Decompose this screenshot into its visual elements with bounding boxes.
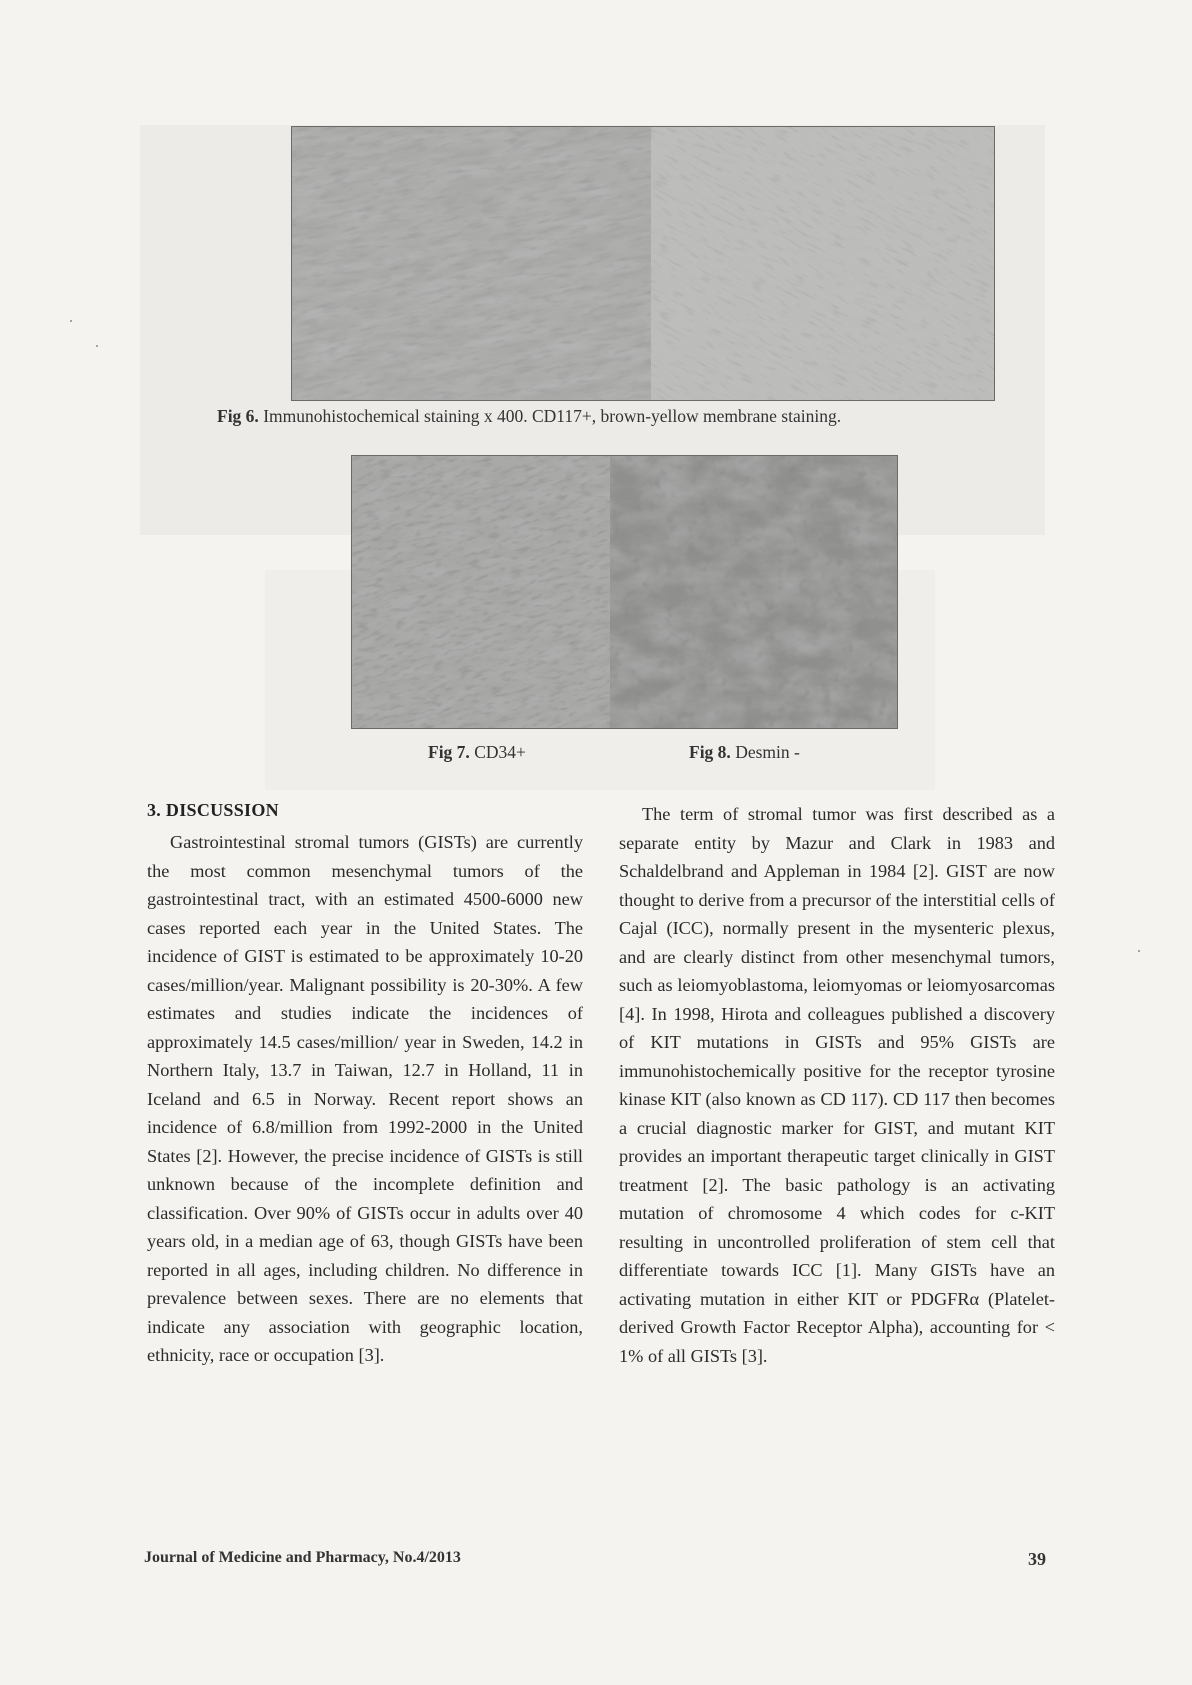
figure-8-caption-text: Desmin - [730, 742, 800, 762]
scan-speck [1138, 950, 1140, 952]
figure-6-label: Fig 6. [217, 406, 259, 426]
figure-8-caption [689, 742, 800, 763]
journal-footer: Journal of Medicine and Pharmacy, No.4/2013 [144, 1549, 461, 1566]
figure-7-caption [428, 742, 526, 763]
page-number: 39 [1028, 1549, 1046, 1569]
figure-6-caption [217, 406, 841, 427]
micrograph-right [651, 127, 994, 400]
micrograph-left [292, 127, 651, 400]
paragraph: Gastrointestinal stromal tumors (GISTs) are currently the most common mesenchymal tumors of the gastrointestinal tract, with an estimated 4500-6000 new cases reported each year in the United States. The incidence of GIST is estimated to be approximately 10-20 cases/million/year. Malignant possibility is 20-30%. A few estimates and studies indicate the incidences of approximately 14.5 cases/million/ year in Sweden, 14.2 in Northern Italy, 13.7 in Taiwan, 12.7 in Holland, 11 in Iceland and 6.5 in Norway. Recent report shows an incidence of 6.8/million from 1992-2000 in the United States [2]. However, the precise incidence of GISTs is still unknown because of the incomplete definition and classification. Over 90% of GISTs occur in adults over 40 years old, in a median age of 63, though GISTs have been reported in all ages, including children. No difference in prevalence between sexes. There are no elements that indicate any association with geographic location, ethnicity, race or occupation [3]. [147, 832, 583, 1365]
paragraph: The term of stromal tumor was first described as a separate entity by Mazur and Clark in 1983 and Schaldelbrand and Appleman in 1984 [2]. GIST are now thought to derive from a precursor of the interstitial cells of Cajal (ICC), normally present in the mysenteric plexus, and are clearly distinct from other mesenchymal tumors, such as leiomyoblastoma, leiomyomas or leiomyosarcomas [4]. In 1998, Hirota and colleagues published a discovery of KIT mutations in GISTs and 95% GISTs are immunohistochemically positive for the receptor tyrosine kinase KIT (also known as CD 117). CD 117 then becomes a crucial diagnostic marker for GIST, and mutant KIT provides an important therapeutic target clinically in GIST treatment [2]. The basic pathology is an activating mutation of chromosome 4 which codes for c-KIT resulting in uncontrolled proliferation of stem cell that differentiate towards ICC [1]. Many GISTs have an activating mutation in either KIT or PDGFRα (Platelet-derived Growth Factor Receptor Alpha), accounting for < 1% of all GISTs [3]. [619, 804, 1055, 1366]
micrograph-fig8 [610, 456, 897, 728]
section-heading: 3. DISCUSSION [147, 800, 279, 820]
body-column-left [147, 828, 583, 1370]
figure-7-label: Fig 7. [428, 742, 470, 762]
figure-8-label: Fig 8. [689, 742, 731, 762]
scan-speck [96, 345, 98, 347]
figure-7-8-image [351, 455, 898, 729]
figure-6-caption-text: Immunohistochemical staining x 400. CD117+, brown-yellow membrane staining. [258, 406, 842, 426]
figure-7-caption-text: CD34+ [469, 742, 526, 762]
micrograph-fig7 [352, 456, 610, 728]
figure-6-image [291, 126, 995, 401]
body-column-right [619, 800, 1055, 1370]
scan-speck [70, 320, 72, 322]
